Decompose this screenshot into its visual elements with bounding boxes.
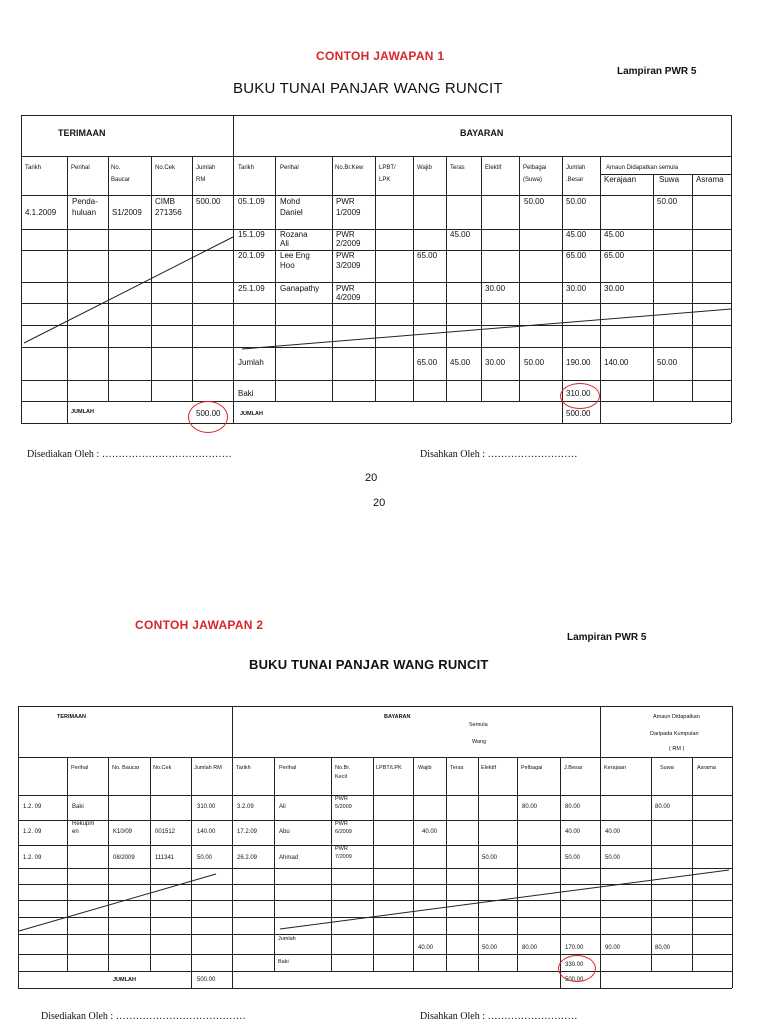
col2-b-perihal: Perihal: [279, 765, 297, 771]
col2-asrama: Asrama: [697, 765, 716, 771]
b-row-1-br-1: PWR: [336, 197, 355, 206]
r3-jumlah: 50.00: [197, 855, 213, 861]
r3-br-2: 7/2009: [335, 854, 352, 860]
b-row-3-jumlah: 65.00: [566, 251, 587, 260]
semula-label: Semula: [469, 722, 488, 728]
amaun-didapatkan-label: Amaun Didapatkan: [653, 714, 700, 720]
col-kerajaan: Kerajaan: [604, 175, 637, 184]
r1-pelbagai: 80.00: [522, 804, 538, 810]
baki-label: Baki: [238, 389, 254, 398]
b-row-1-br-2: 1/2009: [336, 208, 361, 217]
lampiran-label-2: Lampiran PWR 5: [567, 632, 647, 643]
total-elektif: 30.00: [485, 358, 506, 367]
r1-jbesar: 80.00: [565, 804, 581, 810]
lampiran-label-1: Lampiran PWR 5: [617, 66, 697, 77]
col-baucar: Baucar: [111, 177, 131, 183]
r3-b-perihal: Ahmad: [279, 855, 299, 861]
r1-br-2: 5/2009: [335, 804, 352, 810]
example-1-label: CONTOH JAWAPAN 1: [316, 49, 445, 63]
jumlah-value-left: 500.00: [196, 409, 221, 418]
r1-br-1: PWR: [335, 796, 348, 802]
r3-cek: 111341: [155, 855, 175, 861]
col-elektif: Elektif: [485, 165, 502, 171]
col2-perihal: Perihal: [71, 765, 89, 771]
col2-pelbagai: Pelbagai: [521, 765, 543, 771]
b-row-4-tarikh: 25.1.09: [238, 284, 265, 293]
page-number-b: 20: [373, 497, 386, 509]
jumlah-label-right: JUMLAH: [240, 411, 263, 417]
jumlah2-value-right: 500.00: [565, 977, 584, 983]
b-row-2-tarikh: 15.1.09: [238, 230, 265, 239]
r1-b-perihal: Ali: [279, 804, 286, 810]
r2-b-tarikh: 17.2.09: [237, 829, 258, 835]
col2-lpbt: LPBT/LPK: [376, 765, 402, 771]
col-nocek: No.Cek: [155, 165, 176, 171]
b-row-4-kerajaan: 30.00: [604, 284, 625, 293]
col2-nobr: No.Br.: [335, 765, 351, 771]
total2-jbesar: 170.00: [565, 945, 584, 951]
r1-tarikh: 1.2. 09: [23, 804, 42, 810]
r2-perihal: Rekupm: [72, 821, 95, 827]
r3-kerajaan: 50.00: [605, 855, 621, 861]
col-no: No.: [111, 165, 121, 171]
col2-teras: Teras: [450, 765, 464, 771]
col2-wajib: Wajib: [418, 765, 432, 771]
r1-b-tarikh: 3.2.09: [237, 804, 254, 810]
r3-jbesar: 50.00: [565, 855, 581, 861]
r2-wajib: 40.00: [422, 829, 438, 835]
total2-wajib: 40.00: [418, 945, 434, 951]
b-row-2-kerajaan: 45.00: [604, 230, 625, 239]
disediakan-oleh-2: Disediakan Oleh : …………………………………: [41, 1011, 246, 1022]
total2-label: Jumlah: [278, 936, 296, 942]
r3-b-tarikh: 26.2.09: [237, 855, 258, 861]
r3-br-1: PWR: [335, 846, 348, 852]
col2-baucar: No. Baucar: [112, 765, 140, 771]
total2-pelbagai: 80.00: [522, 945, 538, 951]
r2-perihal-2: en: [72, 829, 79, 835]
total2-suwa: 80.00: [655, 945, 671, 951]
b-row-1-suwa: 50.00: [657, 197, 678, 206]
col-b-perihal: Perihal: [280, 165, 299, 171]
total-wajib: 65.00: [417, 358, 438, 367]
bayaran-header: BAYARAN: [460, 128, 504, 138]
disediakan-oleh-1: Disediakan Oleh : …………………………………: [27, 449, 232, 460]
baki2-label: Baki: [278, 959, 289, 965]
b-row-1-jumlah: 50.00: [566, 197, 587, 206]
highlight-circle-baki-2: [558, 955, 596, 982]
jumlah2-value-left: 500.00: [197, 977, 216, 983]
t-row-cek-2: 271356: [155, 208, 182, 217]
total2-kerajaan: 90.00: [605, 945, 621, 951]
col-teras: Teras: [450, 165, 465, 171]
col2-elektif: Elektif: [481, 765, 496, 771]
b-row-3-br-2: 3/2009: [336, 261, 361, 270]
col-lpbt: LPBT/: [379, 165, 396, 171]
t-row-baucar: S1/2009: [112, 208, 142, 217]
col-pelbagai: Pelbagai: [523, 165, 547, 171]
t-row-perihal-2: huluan: [72, 208, 97, 217]
col2-kecil: Kecil: [335, 774, 347, 780]
col-suwa: Suwa: [659, 175, 680, 184]
total-suwa: 50.00: [657, 358, 678, 367]
b-row-1-pelbagai: 50.00: [524, 197, 545, 206]
r1-perihal: Baki: [72, 804, 84, 810]
col-amaun-didapatkan: Amaun Didapatkan semula: [606, 165, 679, 171]
b-row-2-br-2: 2/2009: [336, 239, 361, 248]
total-pelbagai: 50.00: [524, 358, 545, 367]
col2-nocek: No.Cek: [153, 765, 172, 771]
r2-cek: 001512: [155, 829, 176, 835]
col-b-tarikh: Tarikh: [238, 165, 255, 171]
b-row-2-perihal-1: Rozana: [280, 230, 308, 239]
terimaan-header-2: TERIMAAN: [57, 714, 87, 720]
b-row-4-elektif: 30.00: [485, 284, 506, 293]
r3-tarikh: 1.2. 09: [23, 855, 42, 861]
r2-br-1: PWR: [335, 821, 348, 827]
r2-b-perihal: Abu: [279, 829, 290, 835]
page-title-2: BUKU TUNAI PANJAR WANG RUNCIT: [249, 657, 489, 672]
col-jumlah-besar: Jumlah: [566, 165, 586, 171]
b-row-3-kerajaan: 65.00: [604, 251, 625, 260]
t-row-perihal-1: Penda-: [72, 197, 98, 206]
baki-value: 310.00: [566, 389, 591, 398]
b-row-2-jumlah: 45.00: [566, 230, 587, 239]
b-row-4-br-2: 4/2009: [336, 293, 361, 302]
rm-label-2: ( RM ): [669, 746, 685, 752]
total2-elektif: 50.00: [482, 945, 498, 951]
col-besar: .Besar: [566, 177, 584, 183]
total-teras: 45.00: [450, 358, 471, 367]
r1-suwa: 80.00: [655, 804, 671, 810]
total-label: Jumlah: [238, 358, 264, 367]
disahkan-oleh-2: Disahkan Oleh : ………………………: [420, 1011, 578, 1022]
disahkan-oleh-1: Disahkan Oleh : ………………………: [420, 449, 578, 460]
page-number-a: 20: [365, 472, 378, 484]
r2-kerajaan: 40.00: [605, 829, 621, 835]
jumlah-label-left: JUMLAH: [71, 409, 94, 415]
col-rm: RM: [196, 177, 206, 183]
t-row-tarikh: 4.1.2009: [25, 208, 57, 217]
col-suwa-paren: (Suwa): [523, 177, 543, 183]
r3-baucar: 08/2009: [113, 855, 135, 861]
col-no-br-kew: No.Br.Kew: [335, 165, 364, 171]
b-row-4-perihal-1: Ganapathy: [280, 284, 320, 293]
page-title-1: BUKU TUNAI PANJAR WANG RUNCIT: [233, 80, 503, 97]
example-2-label: CONTOH JAWAPAN 2: [135, 618, 264, 632]
b-row-3-br-1: PWR: [336, 251, 355, 260]
col2-tarikh: Tarikh: [236, 765, 251, 771]
r2-baucar: K10/09: [113, 829, 133, 835]
col-asrama: Asrama: [696, 175, 724, 184]
col2-suwa: Suwa: [660, 765, 674, 771]
b-row-2-perihal-2: Ali: [280, 239, 289, 248]
col-wajib: Wajib: [417, 165, 432, 171]
b-row-2-br-1: PWR: [336, 230, 355, 239]
col-lpk: LPK: [379, 177, 391, 183]
col-jumlah: Jumlah: [196, 165, 216, 171]
r2-jumlah: 140.00: [197, 829, 216, 835]
b-row-1-perihal-1: Mohd: [280, 197, 301, 206]
r3-elektif: 50.00: [482, 855, 498, 861]
col-perihal: Perihal: [71, 165, 90, 171]
col2-kerajaan: Kerajaan: [604, 765, 627, 771]
b-row-3-wajib: 65.00: [417, 251, 438, 260]
wang-label: Wang: [472, 739, 487, 745]
terimaan-header: TERIMAAN: [58, 128, 106, 138]
b-row-3-tarikh: 20.1.09: [238, 251, 265, 260]
r2-br-2: 6/2009: [335, 829, 352, 835]
b-row-3-perihal-1: Lee Eng: [280, 251, 310, 260]
b-row-3-perihal-2: Hoo: [280, 261, 295, 270]
daripada-kumpulan-label: Daripada Kumpulan: [650, 731, 699, 737]
b-row-4-jumlah: 30.00: [566, 284, 587, 293]
r2-tarikh: 1.2. 09: [23, 829, 42, 835]
b-row-4-br-1: PWR: [336, 284, 355, 293]
t-row-cek-1: CIMB: [155, 197, 175, 206]
baki2-value: 330.00: [565, 962, 584, 968]
b-row-1-perihal-2: Daniel: [280, 208, 303, 217]
total-jumlah: 190.00: [566, 358, 591, 367]
col2-jumlah: Jumlah RM: [194, 765, 222, 771]
bayaran-header-2: BAYARAN: [384, 714, 411, 720]
total-kerajaan: 140.00: [604, 358, 629, 367]
t-row-jumlah: 500.00: [196, 197, 221, 206]
b-row-2-teras: 45.00: [450, 230, 471, 239]
r2-jbesar: 40.00: [565, 829, 581, 835]
col2-jbesar: J.Besar: [564, 765, 583, 771]
b-row-1-tarikh: 05.1.09: [238, 197, 265, 206]
r1-jumlah: 310.00: [197, 804, 216, 810]
jumlah2-label: JUMLAH: [113, 977, 136, 983]
col-tarikh: Tarikh: [25, 165, 42, 171]
jumlah-value-right: 500.00: [566, 409, 591, 418]
